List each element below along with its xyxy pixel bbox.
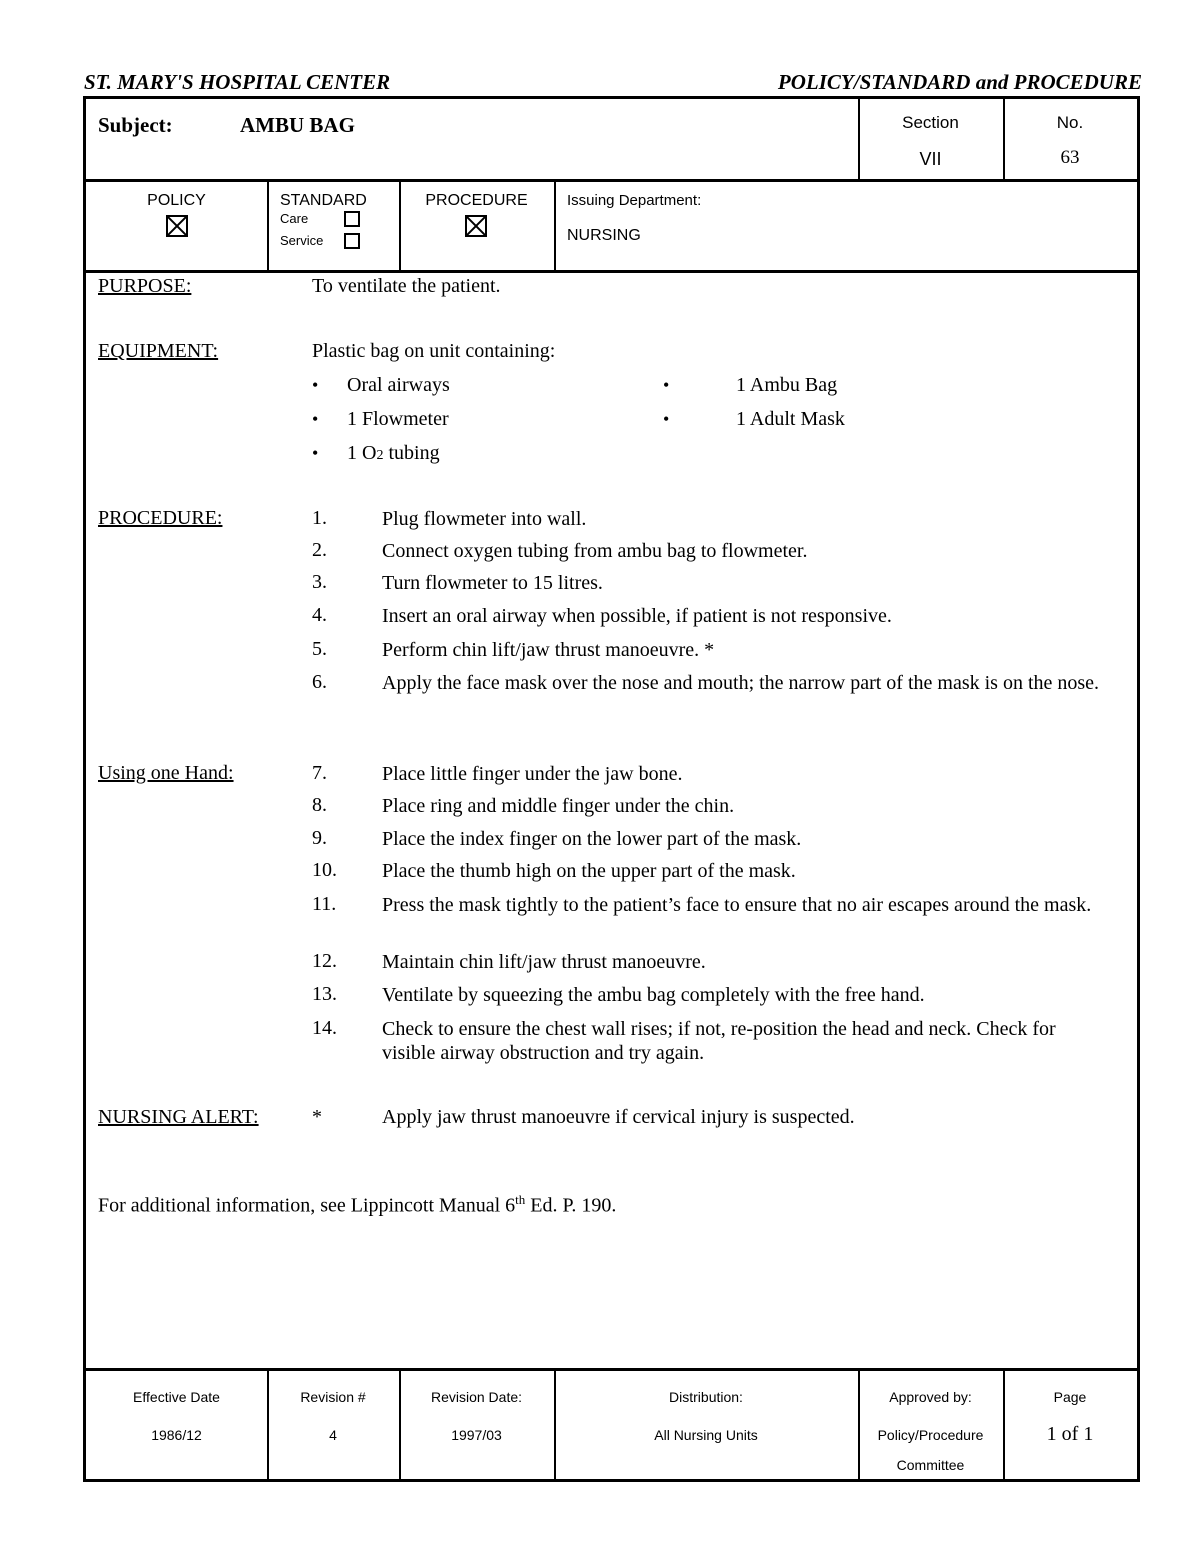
step-number: 5.	[312, 638, 327, 660]
effective-date-value: 1986/12	[151, 1427, 202, 1443]
step-number: 2.	[312, 539, 327, 561]
divider	[554, 1371, 556, 1479]
procedure-section-label: PROCEDURE:	[98, 507, 223, 529]
section-value: VII	[919, 149, 942, 169]
reference-text: For additional information, see Lippincott Manual 6th Ed. P. 190.	[98, 1192, 617, 1217]
step-text: Plug flowmeter into wall.	[382, 508, 587, 530]
step-number: 13.	[312, 983, 337, 1005]
nursing-alert-text: Apply jaw thrust manoeuvre if cervical injury is suspected.	[382, 1106, 855, 1128]
number-label: No.	[1056, 113, 1084, 132]
standard-label: STANDARD	[280, 192, 367, 209]
bullet-icon: •	[663, 409, 670, 429]
step-text: Place the thumb high on the upper part of the mask.	[382, 860, 796, 882]
step-number: 14.	[312, 1017, 337, 1039]
step-text: Perform chin lift/jaw thrust manoeuvre. *	[382, 639, 715, 661]
asterisk-mark: *	[312, 1106, 322, 1128]
step-number: 7.	[312, 762, 327, 784]
checked-x-icon	[168, 217, 186, 235]
divider	[267, 182, 269, 272]
step-number: 3.	[312, 571, 327, 593]
section-label: Section	[902, 113, 959, 132]
care-checkbox[interactable]	[344, 211, 360, 227]
bullet-icon: •	[312, 409, 319, 429]
issuing-department-label: Issuing Department:	[567, 192, 702, 209]
approved-by-label: Approved by:	[889, 1389, 972, 1405]
service-checkbox[interactable]	[344, 233, 360, 249]
step-text: Insert an oral airway when possible, if patient is not responsive.	[382, 605, 892, 627]
equipment-item: Oral airways	[347, 374, 450, 396]
document-type: POLICY/STANDARD and PROCEDURE	[777, 70, 1142, 94]
step-number: 1.	[312, 507, 327, 529]
divider	[86, 179, 1137, 182]
number-value: 63	[1060, 147, 1080, 168]
step-text: Turn flowmeter to 15 litres.	[382, 572, 603, 594]
equipment-item: 1 Flowmeter	[347, 408, 449, 430]
equipment-intro: Plastic bag on unit containing:	[312, 340, 556, 362]
subject-label: Subject:	[98, 113, 173, 137]
step-number: 10.	[312, 859, 337, 881]
divider	[1003, 99, 1005, 182]
revision-number-value: 4	[329, 1427, 337, 1443]
step-text: Check to ensure the chest wall rises; if not, re-position the head and neck. Check for visible airway obstruction and try again.	[382, 1018, 1056, 1064]
step-text: Ventilate by squeezing the ambu bag completely with the free hand.	[382, 984, 925, 1006]
step-number: 8.	[312, 794, 327, 816]
step-text: Place ring and middle finger under the chin.	[382, 795, 735, 817]
distribution-label: Distribution:	[669, 1389, 743, 1405]
equipment-item: 1 Ambu Bag	[736, 374, 838, 396]
hospital-name: ST. MARY'S HOSPITAL CENTER	[84, 70, 391, 94]
equipment-item: 1 O2 tubing	[347, 442, 440, 464]
page-value: 1 of 1	[1046, 1423, 1094, 1445]
divider	[554, 182, 556, 272]
step-number: 11.	[312, 893, 337, 915]
step-text: Maintain chin lift/jaw thrust manoeuvre.	[382, 951, 706, 973]
step-number: 6.	[312, 671, 327, 693]
issuing-department-value: NURSING	[567, 227, 641, 244]
revision-date-value: 1997/03	[451, 1427, 502, 1443]
subject-value: AMBU BAG	[240, 113, 355, 137]
bullet-icon: •	[663, 375, 670, 395]
purpose-text: To ventilate the patient.	[312, 275, 501, 297]
divider	[399, 1371, 401, 1479]
purpose-label: PURPOSE:	[98, 275, 192, 297]
service-label: Service	[280, 233, 324, 248]
revision-number-label: Revision #	[300, 1389, 366, 1405]
equipment-item: 1 Adult Mask	[736, 408, 845, 430]
policy-checkbox[interactable]	[166, 215, 188, 237]
care-label: Care	[280, 211, 309, 226]
divider	[267, 1371, 269, 1479]
step-text: Press the mask tightly to the patient’s face to ensure that no air escapes around the mask.	[382, 894, 1092, 916]
bullet-icon: •	[312, 443, 319, 463]
distribution-value: All Nursing Units	[654, 1427, 758, 1443]
policy-label: POLICY	[147, 192, 206, 209]
bullet-icon: •	[312, 375, 319, 395]
approved-by-value: Policy/Procedure	[877, 1427, 984, 1443]
step-number: 9.	[312, 827, 327, 849]
page-label: Page	[1053, 1389, 1087, 1405]
document-frame	[83, 96, 1140, 1482]
revision-date-label: Revision Date:	[430, 1389, 523, 1405]
divider	[86, 1368, 1137, 1371]
step-text: Place little finger under the jaw bone.	[382, 763, 683, 785]
step-number: 12.	[312, 950, 337, 972]
divider	[86, 270, 1137, 273]
approved-by-value-line2: Committee	[896, 1457, 965, 1473]
procedure-checkbox[interactable]	[465, 215, 487, 237]
checked-x-icon	[467, 217, 485, 235]
effective-date-label: Effective Date	[133, 1389, 220, 1405]
equipment-label: EQUIPMENT:	[98, 340, 219, 362]
step-number: 4.	[312, 604, 327, 626]
nursing-alert-label: NURSING ALERT:	[98, 1106, 259, 1128]
step-text: Place the index finger on the lower part of the mask.	[382, 828, 802, 850]
step-text: Apply the face mask over the nose and mouth; the narrow part of the mask is on the nose.	[382, 672, 1100, 694]
procedure-label: PROCEDURE	[425, 192, 528, 209]
one-hand-label: Using one Hand:	[98, 762, 234, 784]
step-text: Connect oxygen tubing from ambu bag to flowmeter.	[382, 540, 808, 562]
